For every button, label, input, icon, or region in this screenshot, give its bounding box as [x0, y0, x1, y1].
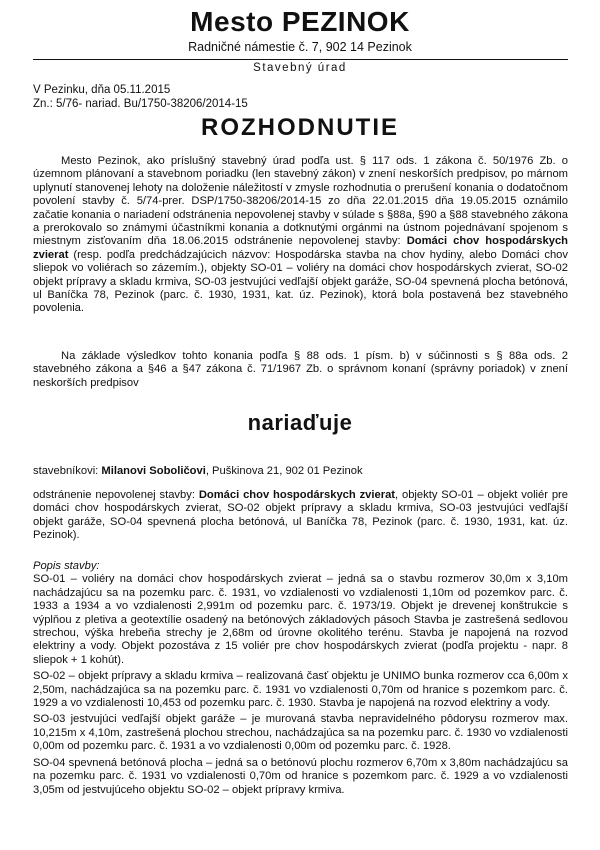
builder-address: , Puškinova 21, 902 01 Pezinok	[205, 465, 363, 477]
builder-label: stavebníkovi:	[33, 465, 99, 477]
removal-text: odstránenie nepovolenej stavby:	[33, 489, 195, 501]
intro-text: Mesto Pezinok, ako príslušný stavebný úrad podľa ust. § 117 ods. 1 zákona č. 50/1976 Zb. o územnom plánovaní a stavebnom poriadku (len stavebný zákon) v znení neskorších predpisov, po márnom uplynutí stanovenej lehoty na doloženie náležitostí v zmysle rozhodnutia o prerušení konania o dodatočnom povolení stavby č. 5/74-prer. DSP/1750-38206/2014-15 zo dňa 22.01.2015 dňa 19.05.2015 oznámilo začatie konania o nariadení odstránenia nepovolenej stavby v súlade s §88a, §90 a §88 stavebného zákona a prerokovalo so známymi účastníkmi konania a dotknutými orgánmi na ústnom pojednávaní spojenom s miestnym zisťovaním dňa 18.06.2015 odstránenie nepovolenej stavby:	[33, 155, 568, 248]
intro-text-continued: (resp. podľa predchádzajúcich názvov: Hospodárska stavba na chov hydiny, alebo Domáci chov sliepok vo voliérach so zázemím.), objekty SO-01 – voliéry na domáci chov hospodárskych zvierat, SO-02 objekt prípravy a skladu krmiva, SO-03 jestvujúci vedľajší objekt garáže, SO-04 spevnená plocha betónová, ul Baníčka 78, Pezinok (parc. č. 1930, 1931, kat. úz. Pezinok), ktorá bola postavená bez stavebného povolenia.	[33, 248, 568, 315]
so02-description: SO-02 – objekt prípravy a skladu krmiva – realizovaná časť objektu je UNIMO bunka rozmerov cca 6,00m x 2,50m, nachádzajúca sa na pozemku parc. č. 1931 vo vzdialenosti 0,70m od hranice s pozemkom parc. č. 1929 a vo vzdialenosti 10,453 od pozemku parc. č. 1930. Stavba je napojená na rozvod elektriny a vody.	[33, 670, 568, 710]
so04-description: SO-04 spevnená betónová plocha – jedná sa o betónovú plochu rozmerov 6,70m x 3,80m nachádzajúcu sa na pozemku parc. č. 1931 vo vzdialenosti 0,70m od hranice s pozemkom parc. č. 1929 a vo vzdialenosti 3,05m od jestvujúceho objektu SO-02 – objekt prípravy krmiva.	[33, 756, 568, 796]
removal-text-continued: , objekty SO-01 – objekt voliér pre domáci chov hospodárskych zvierat, SO-02 objekt prípravy a skladu krmiva, SO-03 jestvujúci vedľajší objekt garáže, SO-04 spevnená plocha betónová, ul Baníčka 78, Pezinok (parc. č. 1930, 1931, kat. úz. Pezinok).	[33, 489, 569, 542]
description-label: Popis stavby:	[33, 560, 100, 572]
intro-bold-subject: Domáci chov hospodárskych zvierat	[33, 235, 568, 261]
office-name: Stavebný úrad	[253, 62, 347, 74]
municipality-title: Mesto PEZINOK	[190, 6, 410, 37]
description-section	[33, 560, 568, 797]
decision-intro	[33, 155, 568, 316]
removal-bold-subject: Domáci chov hospodárskych zvierat	[198, 489, 396, 501]
so03-description: SO-03 jestvujúci vedľajší objekt garáže – je murovaná stavba nepravidelného pôdorysu rozmerov max. 10,215m x 4,10m, zastrešená plochou strechou, nachádzajúca sa na pozemku parc. č. 1930 vo vzdialenosti 0,00m od pozemku parc. č. 1931 a vo vzdialenosti 0,00m od pozemku parc. č. 1928.	[33, 713, 568, 753]
decision-basis: Na základe výsledkov tohto konania podľa § 88 ods. 1 písm. b) v súčinnosti s § 88a ods. 2 stavebného zákona a §46 a §47 zákona č. 71/1967 Zb. o správnom konaní (správny poriadok) v znení neskorších predpisov	[33, 350, 568, 389]
removal-order	[33, 489, 568, 543]
municipality-address: Radničné námestie č. 7, 902 14 Pezinok	[188, 40, 412, 54]
reference-number: Zn.: 5/76- nariad. Bu/1750-38206/2014-15	[33, 98, 248, 110]
so01-description: SO-01 – voliéry na domáci chov hospodárskych zvierat – jedná sa o stavbu rozmerov 30,0m x 3,10m nachádzajúcu sa na pozemku parc. č. 1931, vo vzdialenosti vo vzdialenosti 1,10m od pozemkov parc. č. 1933 a 1934 a vo vzdialenosti 2,991m od pozemku parc. č. 1973/19. Objekt je drevenej konštrukcie s výplňou z pletiva a geotextílie osadený na betónových základových pásoch Stavba je zastrešená sedlovou strechou, výška hrebeňa strechy je 2,68m od úrovne okolitého terénu. Stavba je napojená na rozvod elektriny a vody. Objekt pozostáva z 15 voliér pre chov hospodárskych zvierat (podľa projektu - napr. 8 sliepok + 1 kohút).	[33, 573, 568, 666]
order-heading: nariaďuje	[247, 410, 353, 435]
builder-line	[33, 465, 568, 478]
builder-name: Milanovi Soboličovi	[101, 465, 206, 477]
place-date: V Pezinku, dňa 05.11.2015	[33, 84, 171, 96]
decision-heading: ROZHODNUTIE	[201, 114, 399, 141]
header-divider	[33, 59, 568, 60]
